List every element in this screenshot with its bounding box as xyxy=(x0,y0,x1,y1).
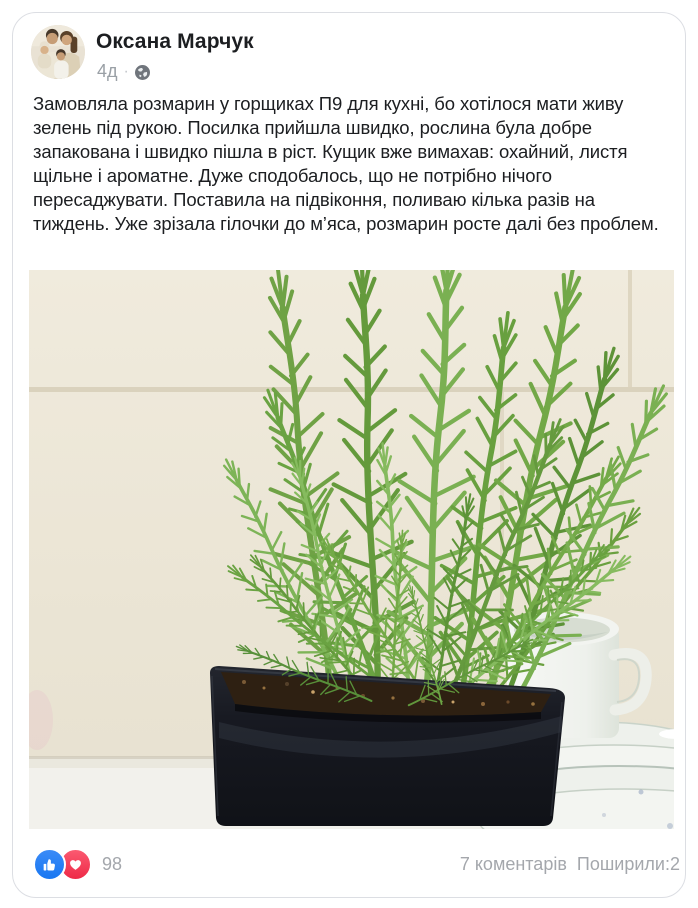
timestamp[interactable]: 4д xyxy=(97,61,118,81)
post-photo[interactable] xyxy=(29,270,674,829)
avatar-family-photo xyxy=(31,25,85,79)
post-footer xyxy=(33,844,680,884)
meta-separator: · xyxy=(123,62,129,80)
reactions-summary[interactable] xyxy=(33,848,122,881)
post-card xyxy=(12,12,686,898)
black-pot xyxy=(210,666,565,826)
post-meta xyxy=(97,61,150,82)
shares-count[interactable]: Поширили:2 xyxy=(576,853,680,874)
post-body-text: Замовляла розмарин у горщиках П9 для кухні, бо хотілося мати живу зелень під рукою. Посилка прийшла швидко, рослина була добре запакована і швидко пішла в ріст. Кущик вже вимахав: охайний, листя щільне і ароматне. Дуже сподобалось, що не потрібно нічого пересаджувати. Поставила на підвіконня, поливаю кілька разів на тиждень. Уже зрізала гілочки до м’яса, розмарин росте далі без проблем. xyxy=(33,93,659,234)
avatar[interactable] xyxy=(31,25,85,79)
comments-shares-summary[interactable] xyxy=(460,854,680,875)
reaction-count[interactable]: 98 xyxy=(102,853,123,874)
author-name[interactable]: Оксана Марчук xyxy=(96,30,254,53)
like-thumbs-up-icon[interactable] xyxy=(33,848,66,881)
globe-privacy-icon xyxy=(135,64,150,79)
comments-count[interactable]: 7 коментарів xyxy=(459,853,567,874)
rosemary-photo xyxy=(29,270,674,829)
